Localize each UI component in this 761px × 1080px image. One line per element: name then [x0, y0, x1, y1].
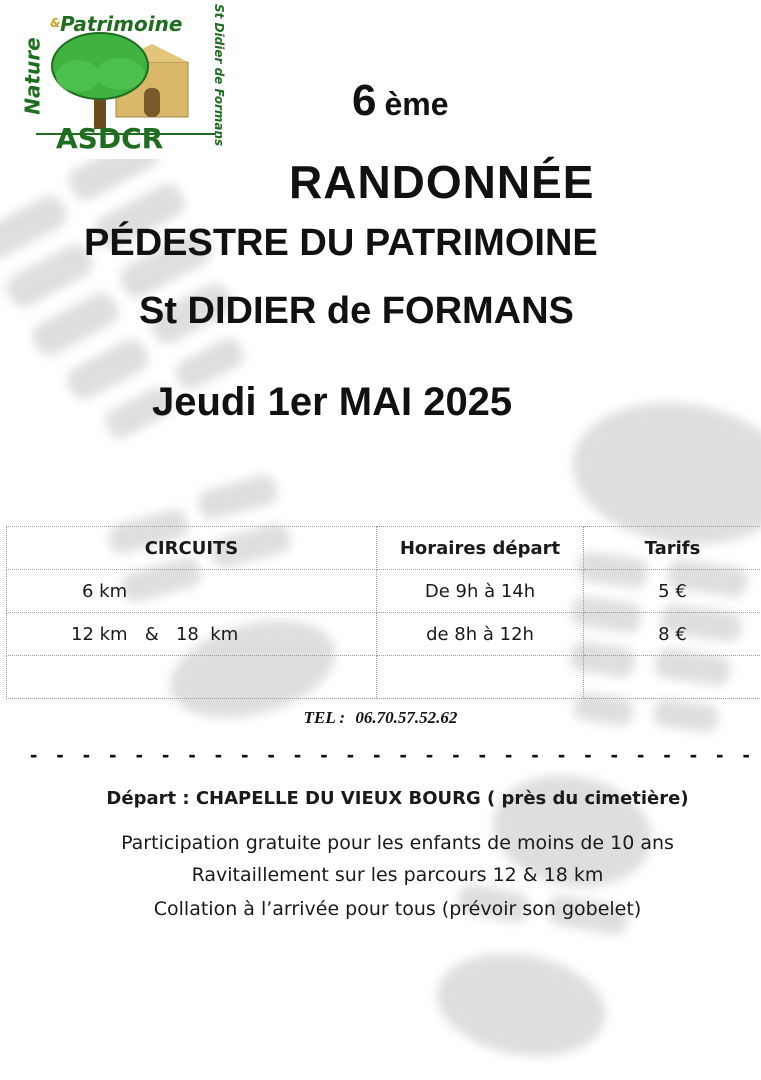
edition-number: 6 [352, 76, 377, 125]
cell-circuit: 12 km & 18 km [7, 613, 377, 656]
title-line-3: St DIDIER de FORMANS [139, 290, 574, 332]
title-line-1: RANDONNÉE [289, 156, 595, 208]
header-circuits: CIRCUITS [7, 527, 377, 570]
edition-heading [352, 76, 449, 126]
departure-info: Départ : CHAPELLE DU VIEUX BOURG ( près du cimetière) [106, 788, 689, 809]
info-line-1: Participation gratuite pour les enfants de moins de 10 ans [121, 832, 674, 854]
circuits-table [6, 526, 761, 699]
logo-nature: Nature [20, 37, 45, 115]
cell-horaire: De 9h à 14h [377, 570, 584, 613]
table-row [7, 613, 761, 656]
tel-number: 06.70.57.52.62 [355, 708, 458, 727]
phone-line [0, 708, 761, 728]
table-header-row [7, 527, 761, 570]
event-date: Jeudi 1er MAI 2025 [152, 380, 513, 424]
table-row-empty [7, 656, 761, 699]
cell-circuit: 6 km [7, 570, 377, 613]
tel-label: TEL : [303, 708, 346, 727]
cell-tarif: 8 € [584, 613, 761, 656]
edition-suffix: ème [384, 86, 449, 122]
info-line-3: Collation à l’arrivée pour tous (prévoir son gobelet) [153, 898, 642, 920]
cell-tarif: 5 € [584, 570, 761, 613]
dashed-separator: - - - - - - - - - - - - - - - - - - - - - - - - - - - - [30, 742, 750, 767]
table-row [7, 570, 761, 613]
asdcr-logo [16, 4, 226, 159]
header-horaires: Horaires départ [377, 527, 584, 570]
header-tarifs: Tarifs [584, 527, 761, 570]
logo-asdcr: ASDCR [56, 122, 164, 155]
cell-horaire: de 8h à 12h [377, 613, 584, 656]
logo-patrimoine: Patrimoine [60, 12, 183, 36]
title-line-2: PÉDESTRE DU PATRIMOINE [84, 222, 598, 264]
cell-empty [7, 656, 377, 699]
info-line-2: Ravitaillement sur les parcours 12 & 18 km [191, 864, 604, 886]
logo-amp: & [50, 16, 61, 30]
cell-empty [584, 656, 761, 699]
logo-side-text: St Didier de Formans [212, 4, 226, 147]
cell-empty [377, 656, 584, 699]
